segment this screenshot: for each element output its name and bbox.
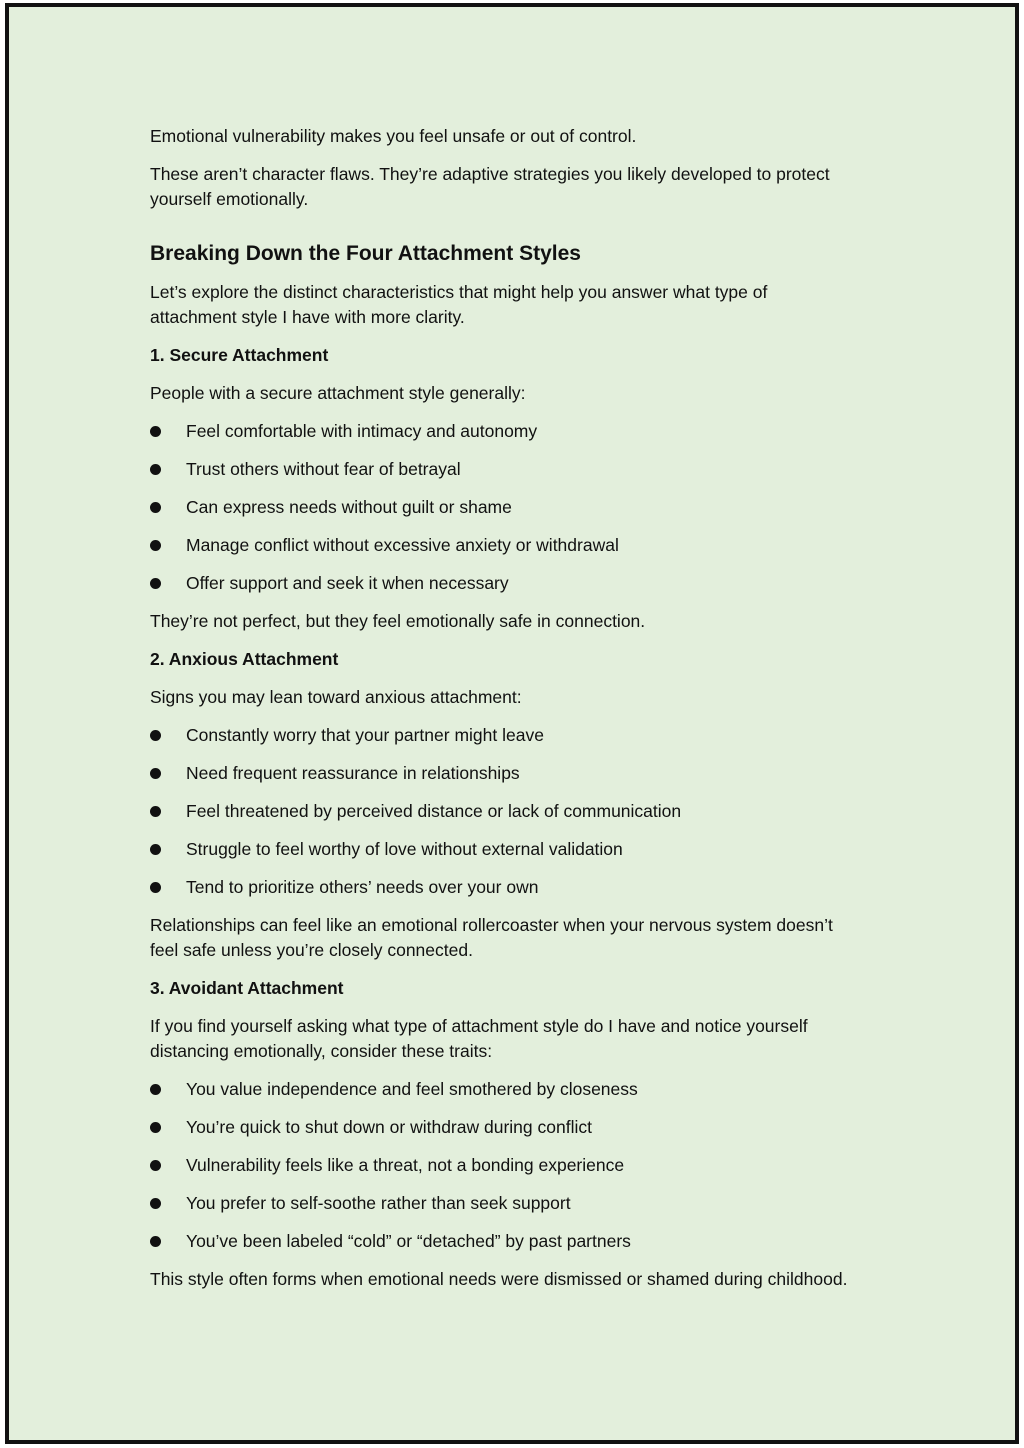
section-heading: Breaking Down the Four Attachment Styles — [150, 242, 581, 265]
list-item-text: Need frequent reassurance in relationships — [186, 763, 520, 783]
list-item — [150, 1191, 850, 1216]
list-item — [150, 799, 850, 824]
bullet-icon — [150, 1236, 161, 1247]
avoidant-attachment-list — [150, 1077, 850, 1254]
list-item-text: Offer support and seek it when necessary — [186, 573, 509, 593]
anxious-attachment-list — [150, 723, 850, 900]
bullet-icon — [150, 426, 161, 437]
list-item — [150, 837, 850, 862]
lead-paragraph: Let’s explore the distinct characteristics that might help you answer what type of attachment style I have with more clarity. — [150, 282, 768, 327]
bullet-icon — [150, 578, 161, 589]
list-item-text: You’re quick to shut down or withdraw during conflict — [186, 1117, 592, 1137]
list-item-text: Struggle to feel worthy of love without external validation — [186, 839, 623, 859]
avoidant-attachment-outro: This style often forms when emotional needs were dismissed or shamed during childhood. — [150, 1269, 848, 1289]
avoidant-attachment-intro: If you find yourself asking what type of attachment style do I have and notice yourself distancing emotionally, consider these traits: — [150, 1016, 808, 1061]
list-item — [150, 495, 850, 520]
list-item — [150, 1115, 850, 1140]
anxious-attachment-title: 2. Anxious Attachment — [150, 649, 339, 669]
list-item — [150, 419, 850, 444]
bullet-icon — [150, 1160, 161, 1171]
list-item-text: Tend to prioritize others’ needs over your own — [186, 877, 539, 897]
list-item-text: Feel threatened by perceived distance or lack of communication — [186, 801, 682, 821]
bullet-icon — [150, 768, 161, 779]
bullet-icon — [150, 464, 161, 475]
list-item — [150, 1229, 850, 1254]
avoidant-attachment-title: 3. Avoidant Attachment — [150, 978, 344, 998]
bullet-icon — [150, 882, 161, 893]
anxious-attachment-intro: Signs you may lean toward anxious attachment: — [150, 687, 522, 707]
secure-attachment-list — [150, 419, 850, 596]
bullet-icon — [150, 806, 161, 817]
list-item-text: You prefer to self-soothe rather than seek support — [186, 1193, 571, 1213]
list-item — [150, 1153, 850, 1178]
document-body — [150, 124, 850, 1305]
list-item-text: Constantly worry that your partner might leave — [186, 725, 544, 745]
bullet-icon — [150, 1084, 161, 1095]
bullet-icon — [150, 730, 161, 741]
list-item — [150, 571, 850, 596]
intro-paragraph-1: Emotional vulnerability makes you feel unsafe or out of control. — [150, 126, 637, 146]
list-item-text: You value independence and feel smothered by closeness — [186, 1079, 638, 1099]
bullet-icon — [150, 844, 161, 855]
list-item-text: Trust others without fear of betrayal — [186, 459, 461, 479]
secure-attachment-outro: They’re not perfect, but they feel emotionally safe in connection. — [150, 611, 646, 631]
list-item-text: Feel comfortable with intimacy and autonomy — [186, 421, 538, 441]
anxious-attachment-outro: Relationships can feel like an emotional rollercoaster when your nervous system doesn’t feel safe unless you’re closely connected. — [150, 915, 833, 960]
secure-attachment-intro: People with a secure attachment style generally: — [150, 383, 526, 403]
bullet-icon — [150, 540, 161, 551]
list-item — [150, 533, 850, 558]
list-item — [150, 723, 850, 748]
list-item-text: Vulnerability feels like a threat, not a bonding experience — [186, 1155, 625, 1175]
bullet-icon — [150, 1198, 161, 1209]
secure-attachment-title: 1. Secure Attachment — [150, 345, 329, 365]
list-item — [150, 457, 850, 482]
bullet-icon — [150, 1122, 161, 1133]
list-item — [150, 875, 850, 900]
list-item-text: Can express needs without guilt or shame — [186, 497, 512, 517]
list-item — [150, 761, 850, 786]
bullet-icon — [150, 502, 161, 513]
intro-paragraph-2: These aren’t character flaws. They’re adaptive strategies you likely developed to protect yourself emotionally. — [150, 164, 830, 209]
list-item-text: Manage conflict without excessive anxiety or withdrawal — [186, 535, 619, 555]
list-item-text: You’ve been labeled “cold” or “detached” by past partners — [186, 1231, 631, 1251]
list-item — [150, 1077, 850, 1102]
